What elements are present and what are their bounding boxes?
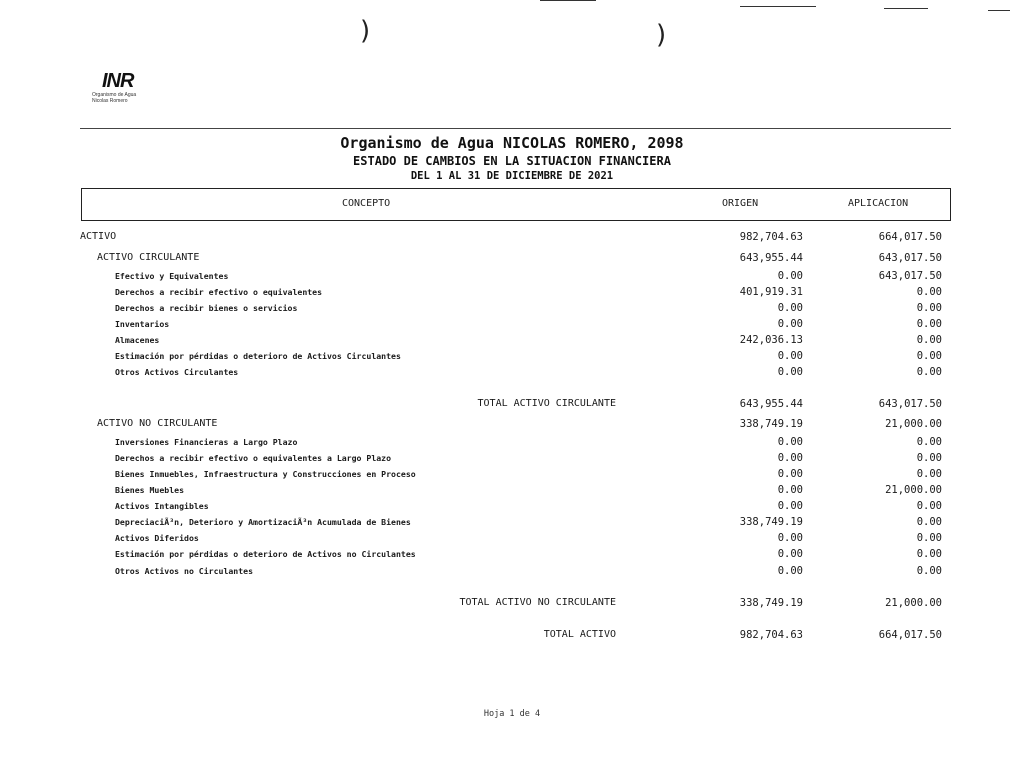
table-row — [0, 252, 1024, 268]
punch-hole: ) — [656, 20, 667, 50]
table-row — [0, 334, 1024, 350]
table-row — [0, 548, 1024, 564]
origen-value: 0.00 — [777, 452, 803, 464]
column-header-aplicacion: APLICACION — [848, 198, 909, 209]
row-label: TOTAL ACTIVO CIRCULANTE — [477, 398, 616, 409]
organization-logo — [86, 70, 158, 106]
aplicacion-value: 0.00 — [916, 500, 942, 512]
origen-value: 0.00 — [777, 548, 803, 560]
origen-value: 0.00 — [777, 436, 803, 448]
aplicacion-value: 0.00 — [916, 452, 942, 464]
aplicacion-value: 21,000.00 — [885, 484, 942, 496]
row-label: Derechos a recibir bienes o servicios — [115, 303, 298, 313]
aplicacion-value: 643,017.50 — [878, 398, 942, 410]
origen-value: 338,749.19 — [739, 418, 803, 430]
row-label: Efectivo y Equivalentes — [115, 271, 229, 281]
table-row — [0, 302, 1024, 318]
origen-value: 0.00 — [777, 500, 803, 512]
report-period: DEL 1 AL 31 DE DICIEMBRE DE 2021 — [410, 170, 614, 182]
aplicacion-value: 0.00 — [916, 334, 942, 346]
table-row — [0, 270, 1024, 286]
origen-value: 0.00 — [777, 532, 803, 544]
row-label: Inventarios — [115, 319, 170, 329]
row-label: ACTIVO CIRCULANTE — [97, 252, 200, 263]
logo-text: INR — [102, 70, 134, 92]
table-row — [0, 231, 1024, 247]
aplicacion-value: 0.00 — [916, 436, 942, 448]
header-divider — [80, 128, 951, 129]
table-row — [0, 452, 1024, 468]
report-subtitle: ESTADO DE CAMBIOS EN LA SITUACION FINANCIERA — [353, 154, 671, 168]
table-row — [0, 484, 1024, 500]
table-row — [0, 286, 1024, 302]
aplicacion-value: 21,000.00 — [885, 418, 942, 430]
table-row — [0, 318, 1024, 334]
aplicacion-value: 0.00 — [916, 286, 942, 298]
column-header-origen: ORIGEN — [722, 198, 759, 209]
page-number: Hoja 1 de 4 — [483, 709, 541, 719]
aplicacion-value: 0.00 — [916, 366, 942, 378]
aplicacion-value: 0.00 — [916, 548, 942, 560]
origen-value: 0.00 — [777, 318, 803, 330]
origen-value: 338,749.19 — [739, 597, 803, 609]
scan-mark — [988, 10, 1010, 11]
origen-value: 338,749.19 — [739, 516, 803, 528]
table-row — [0, 436, 1024, 452]
aplicacion-value: 664,017.50 — [878, 231, 942, 243]
table-row — [0, 500, 1024, 516]
origen-value: 0.00 — [777, 468, 803, 480]
row-label: Estimación por pérdidas o deterioro de Activos no Circulantes — [115, 549, 416, 559]
origen-value: 0.00 — [777, 484, 803, 496]
logo-subtitle: Organismo de Agua Nicolas Romero — [92, 92, 137, 104]
aplicacion-value: 0.00 — [916, 516, 942, 528]
origen-value: 242,036.13 — [739, 334, 803, 346]
punch-hole: ) — [360, 16, 371, 46]
table-row — [0, 398, 1024, 414]
origen-value: 982,704.63 — [739, 629, 803, 641]
table-row — [0, 532, 1024, 548]
row-label: DepreciaciÃ³n, Deterioro y AmortizaciÃ³n Acumulada de Bienes — [115, 517, 411, 527]
table-row — [0, 629, 1024, 645]
row-label: Bienes Inmuebles, Infraestructura y Construcciones en Proceso — [115, 469, 416, 479]
row-label: Bienes Muebles — [115, 485, 185, 495]
column-header-concepto: CONCEPTO — [342, 198, 391, 209]
table-row — [0, 468, 1024, 484]
aplicacion-value: 0.00 — [916, 532, 942, 544]
table-row — [0, 597, 1024, 613]
aplicacion-value: 664,017.50 — [878, 629, 942, 641]
origen-value: 0.00 — [777, 270, 803, 282]
table-row — [0, 350, 1024, 366]
table-row — [0, 516, 1024, 532]
row-label: ACTIVO — [80, 231, 117, 242]
origen-value: 643,955.44 — [739, 398, 803, 410]
row-label: ACTIVO NO CIRCULANTE — [97, 418, 218, 429]
table-header — [81, 188, 951, 221]
row-label: Activos Intangibles — [115, 501, 209, 511]
row-label: Derechos a recibir efectivo o equivalentes — [115, 287, 323, 297]
row-label: Derechos a recibir efectivo o equivalentes a Largo Plazo — [115, 453, 392, 463]
aplicacion-value: 0.00 — [916, 318, 942, 330]
aplicacion-value: 0.00 — [916, 468, 942, 480]
origen-value: 0.00 — [777, 366, 803, 378]
report-title: Organismo de Agua NICOLAS ROMERO, 2098 — [340, 134, 684, 152]
aplicacion-value: 643,017.50 — [878, 252, 942, 264]
origen-value: 982,704.63 — [739, 231, 803, 243]
scan-mark — [540, 0, 596, 1]
scan-mark — [884, 8, 928, 9]
row-label: TOTAL ACTIVO NO CIRCULANTE — [459, 597, 616, 608]
row-label: Almacenes — [115, 335, 160, 345]
row-label: Otros Activos Circulantes — [115, 367, 239, 377]
origen-value: 643,955.44 — [739, 252, 803, 264]
row-label: Activos Diferidos — [115, 533, 199, 543]
origen-value: 0.00 — [777, 302, 803, 314]
origen-value: 401,919.31 — [739, 286, 803, 298]
row-label: Inversiones Financieras a Largo Plazo — [115, 437, 298, 447]
aplicacion-value: 0.00 — [916, 350, 942, 362]
row-label: Estimación por pérdidas o deterioro de Activos Circulantes — [115, 351, 401, 361]
aplicacion-value: 0.00 — [916, 302, 942, 314]
table-row — [0, 565, 1024, 581]
aplicacion-value: 21,000.00 — [885, 597, 942, 609]
row-label: TOTAL ACTIVO — [543, 629, 616, 640]
aplicacion-value: 0.00 — [916, 565, 942, 577]
origen-value: 0.00 — [777, 565, 803, 577]
table-row — [0, 418, 1024, 434]
row-label: Otros Activos no Circulantes — [115, 566, 254, 576]
table-row — [0, 366, 1024, 382]
scan-mark — [740, 6, 816, 7]
origen-value: 0.00 — [777, 350, 803, 362]
aplicacion-value: 643,017.50 — [878, 270, 942, 282]
